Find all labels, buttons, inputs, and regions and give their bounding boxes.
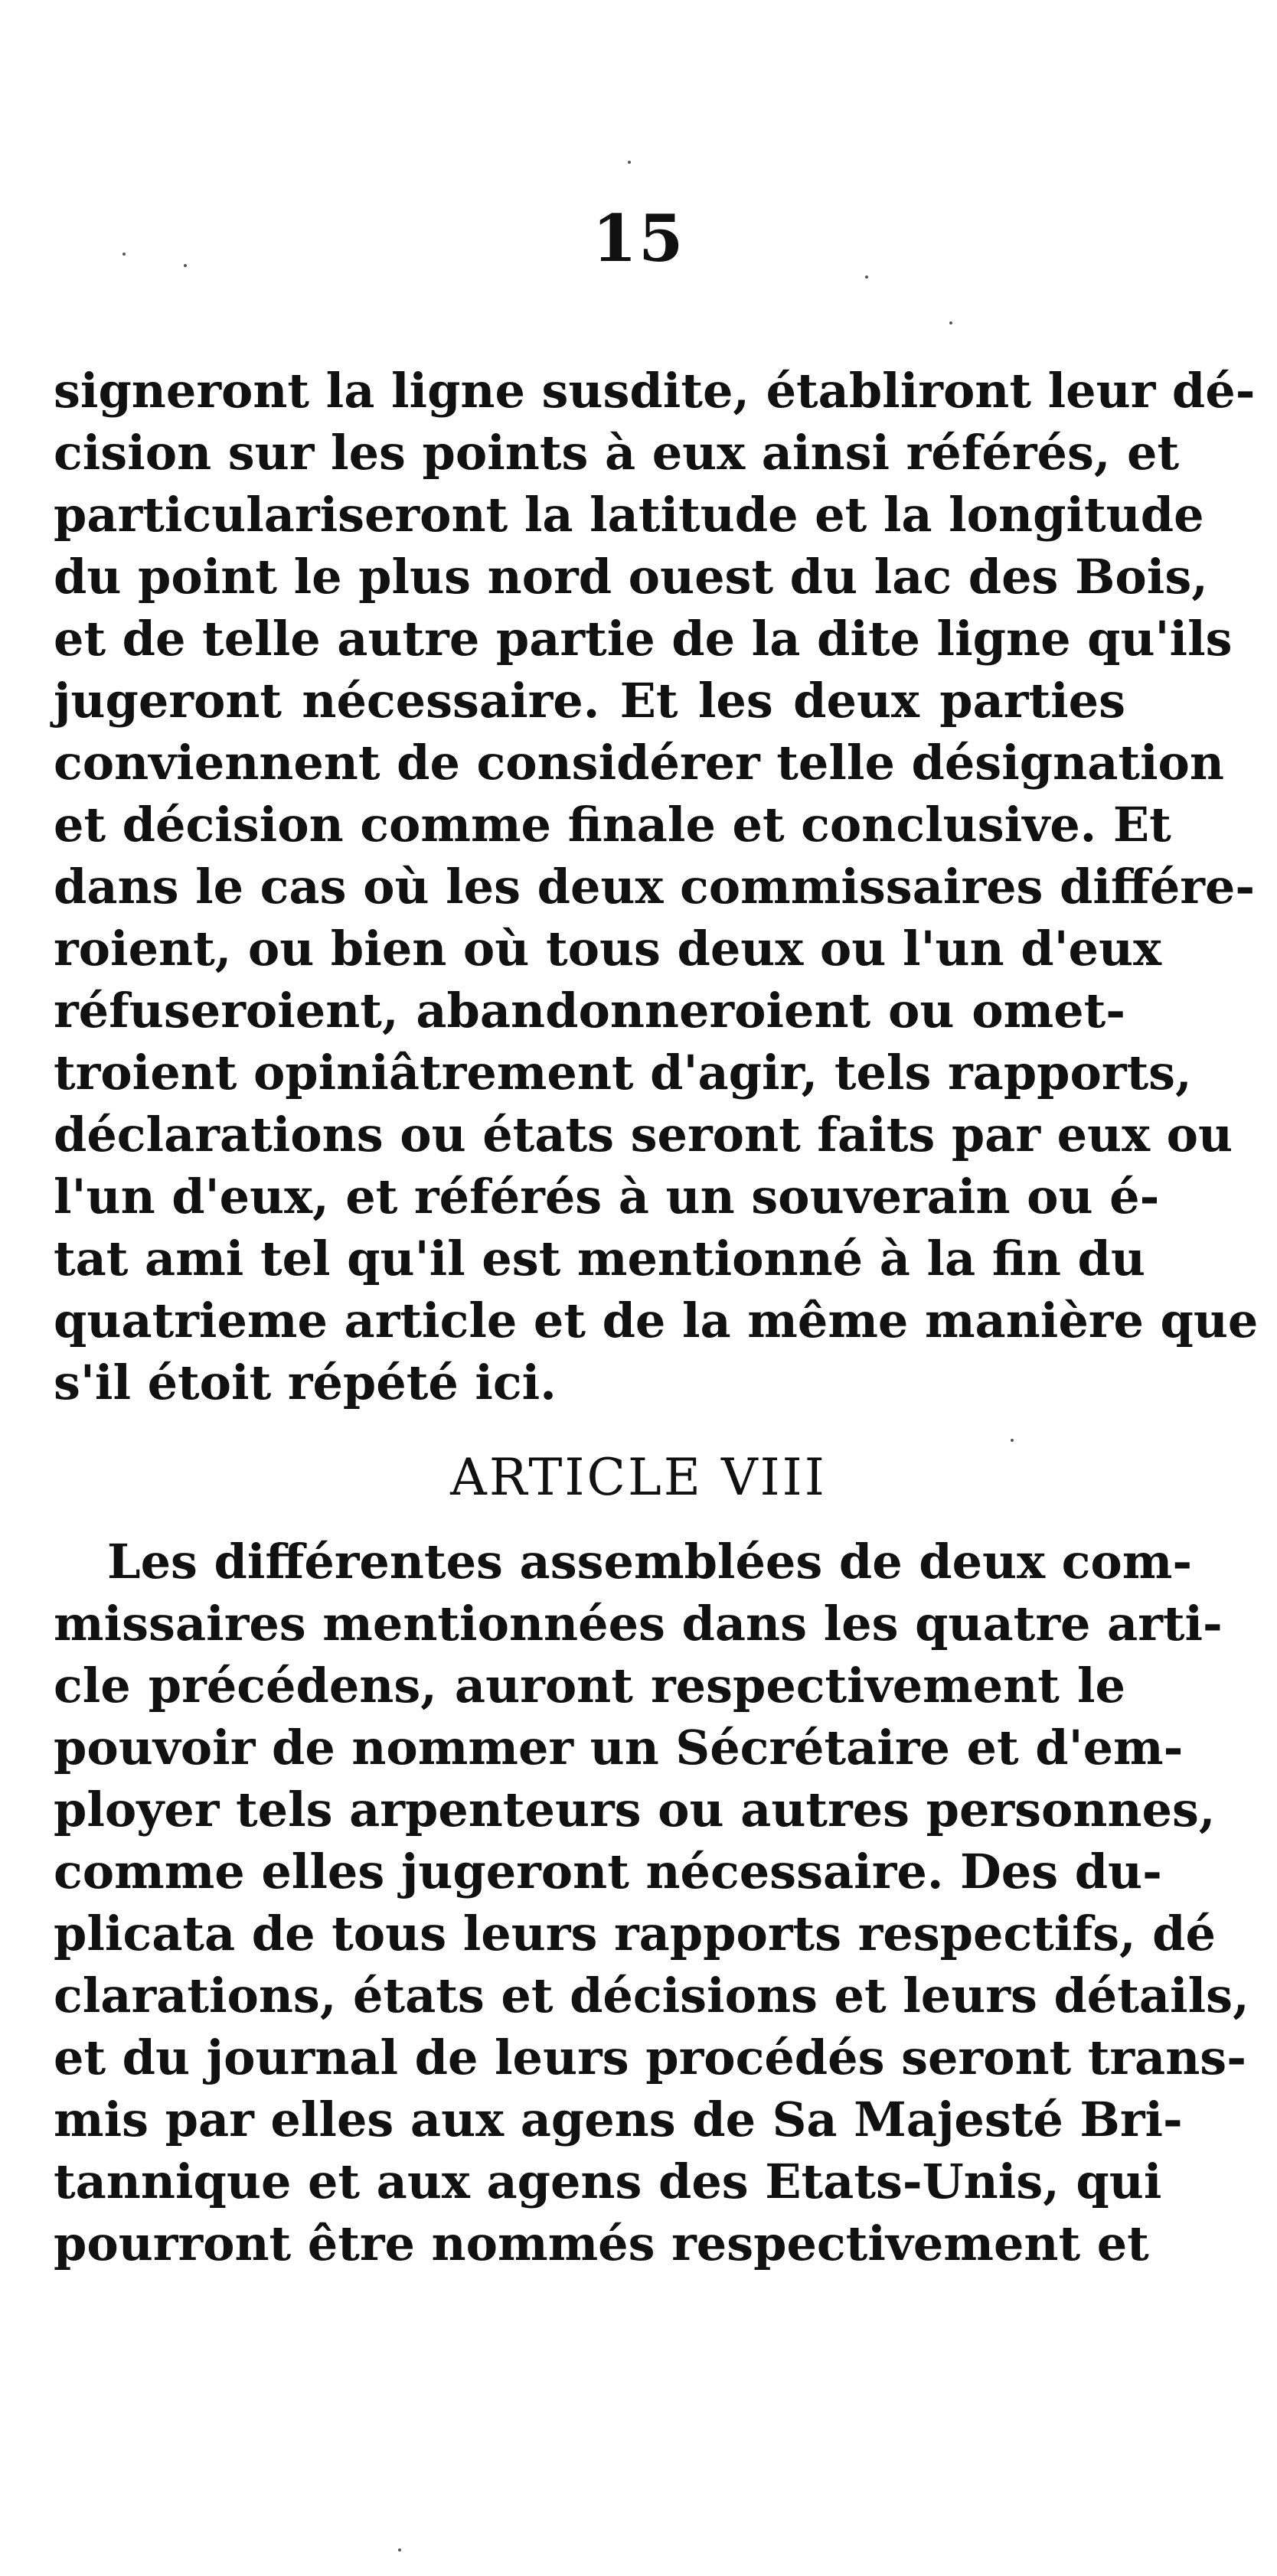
- text-line: comme elles jugeront nécessaire. Des du-: [54, 1844, 1162, 1899]
- text-line: mis par elles aux agens de Sa Majesté Bri-: [54, 2092, 1183, 2147]
- text-line: réfuseroient, abandonneroient ou omet-: [54, 983, 1125, 1039]
- text-line: tannique et aux agens des Etats-Unis, qui: [54, 2154, 1162, 2209]
- page-number: 15: [592, 201, 685, 276]
- text-line: jugeront nécessaire. Et les deux parties: [54, 673, 1125, 729]
- text-line: signeront la ligne susdite, établiront leur dé-: [54, 363, 1256, 419]
- text-line: pourront être nommés respectivement et: [54, 2216, 1149, 2271]
- text-line: Les différentes assemblées de deux com-: [107, 1534, 1193, 1590]
- text-line: déclarations ou états seront faits par eux ou: [54, 1107, 1233, 1162]
- text-line: particulariseront la latitude et la longitude: [54, 487, 1204, 543]
- text-line: conviennent de considérer telle désignation: [54, 735, 1224, 791]
- text-line: clarations, états et décisions et leurs détails,: [54, 1968, 1249, 2023]
- article-heading: ARTICLE VIII: [450, 1448, 827, 1507]
- text-line: pouvoir de nommer un Sécrétaire et d'em-: [54, 1720, 1184, 1775]
- text-line: plicata de tous leurs rapports respectifs, dé: [54, 1906, 1216, 1961]
- scan-speck: [122, 253, 126, 256]
- text-line: et du journal de leurs procédés seront trans-: [54, 2030, 1246, 2085]
- text-line: et de telle autre partie de la dite ligne qu'ils: [54, 611, 1233, 667]
- scan-speck: [949, 321, 952, 324]
- text-line: du point le plus nord ouest du lac des Bois,: [54, 549, 1208, 605]
- scan-speck: [865, 276, 868, 279]
- text-line: cision sur les points à eux ainsi référés, et: [54, 425, 1180, 481]
- text-line: et décision comme finale et conclusive. Et: [54, 797, 1171, 853]
- paragraph-2: [54, 1531, 1249, 2274]
- text-line: troient opiniâtrement d'agir, tels rapports,: [54, 1045, 1192, 1101]
- text-line: dans le cas où les deux commissaires différe-: [54, 859, 1256, 915]
- scan-speck: [1011, 1439, 1014, 1442]
- text-line: missaires mentionnées dans les quatre arti-: [54, 1596, 1223, 1652]
- paragraph-1: [54, 360, 1259, 1414]
- text-line: s'il étoit répété ici.: [54, 1355, 557, 1410]
- text-line: tat ami tel qu'il est mentionné à la fin du: [54, 1231, 1145, 1286]
- text-line: cle précédens, auront respectivement le: [54, 1658, 1125, 1714]
- text-line: quatrieme article et de la même manière que: [54, 1293, 1259, 1348]
- scan-speck: [398, 2548, 401, 2552]
- text-line: ployer tels arpenteurs ou autres personnes,: [54, 1782, 1216, 1837]
- scan-speck: [628, 161, 631, 164]
- text-line: roient, ou bien où tous deux ou l'un d'eux: [54, 921, 1162, 977]
- scan-speck: [184, 264, 187, 267]
- text-line: l'un d'eux, et référés à un souverain ou é-: [54, 1169, 1160, 1224]
